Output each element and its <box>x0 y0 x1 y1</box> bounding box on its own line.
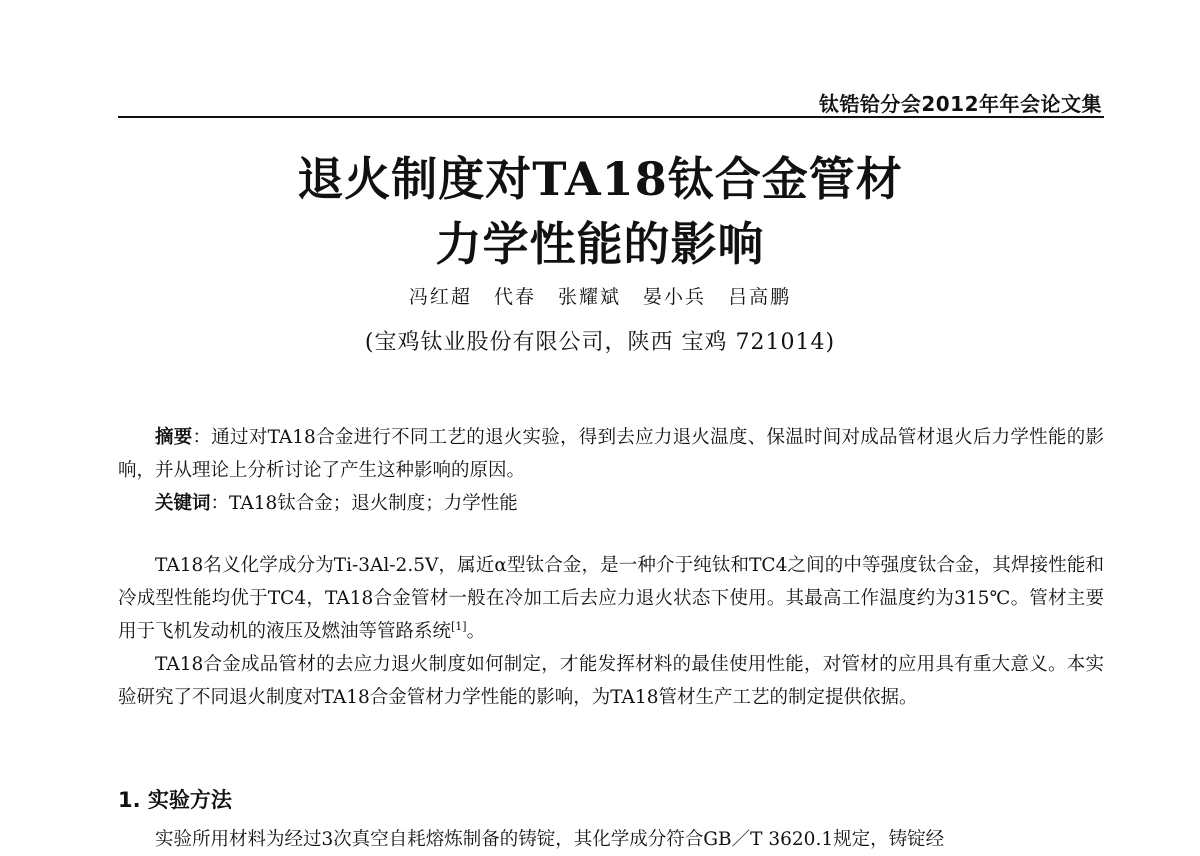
abstract-separator: ： <box>192 427 212 448</box>
abstract <box>118 421 1104 487</box>
body-paragraph-2: TA18合金成品管材的去应力退火制度如何制定，才能发挥材料的最佳使用性能，对管材的应用具有重大意义。本实验研究了不同退火制度对TA18合金管材力学性能的影响，为TA18管材生产工艺的制定提供依据。 <box>118 654 1104 708</box>
author-list: 冯红超 代春 张耀斌 晏小兵 吕高鹏 <box>408 286 792 308</box>
keywords-label: 关键词 <box>155 493 211 514</box>
section-heading-1 <box>118 784 232 814</box>
running-head: 钛锆铪分会2012年年会论文集 <box>818 92 1102 116</box>
section-title: 实验方法 <box>147 788 232 812</box>
citation-ref: [1] <box>451 619 467 633</box>
paper-title-line-1: 退火制度对TA18钛合金管材 <box>297 152 903 206</box>
abstract-text: 通过对TA18合金进行不同工艺的退火实验，得到去应力退火温度、保温时间对成品管材退火后力学性能的影响，并从理论上分析讨论了产生这种影响的原因。 <box>118 427 1104 481</box>
body-paragraph-1 <box>118 549 1104 648</box>
paper-title-line-2: 力学性能的影响 <box>435 217 765 271</box>
abstract-label: 摘要 <box>155 427 193 448</box>
paragraph-1-text: TA18名义化学成分为Ti-3Al-2.5V，属近α型钛合金，是一种介于纯钛和TC4之间的中等强度钛合金，其焊接性能和冷成型性能均优于TC4，TA18合金管材一般在冷加工后去应力退火状态下使用。其最高工作温度约为315℃。管材主要用于飞机发动机的液压及燃油等管路系统 <box>118 555 1104 642</box>
keywords <box>118 487 1104 520</box>
paragraph-1-end: 。 <box>466 621 486 642</box>
keywords-text: TA18钛合金；退火制度；力学性能 <box>229 493 518 514</box>
keywords-separator: ： <box>210 493 230 514</box>
affiliation: (宝鸡钛业股份有限公司，陕西 宝鸡 721014) <box>364 330 836 355</box>
section-number: 1. <box>118 788 141 812</box>
header-rule <box>118 116 1104 118</box>
body-paragraph-3: 实验所用材料为经过3次真空自耗熔炼制备的铸锭，其化学成分符合GB／T 3620.1规定，铸锭经 <box>155 829 945 850</box>
